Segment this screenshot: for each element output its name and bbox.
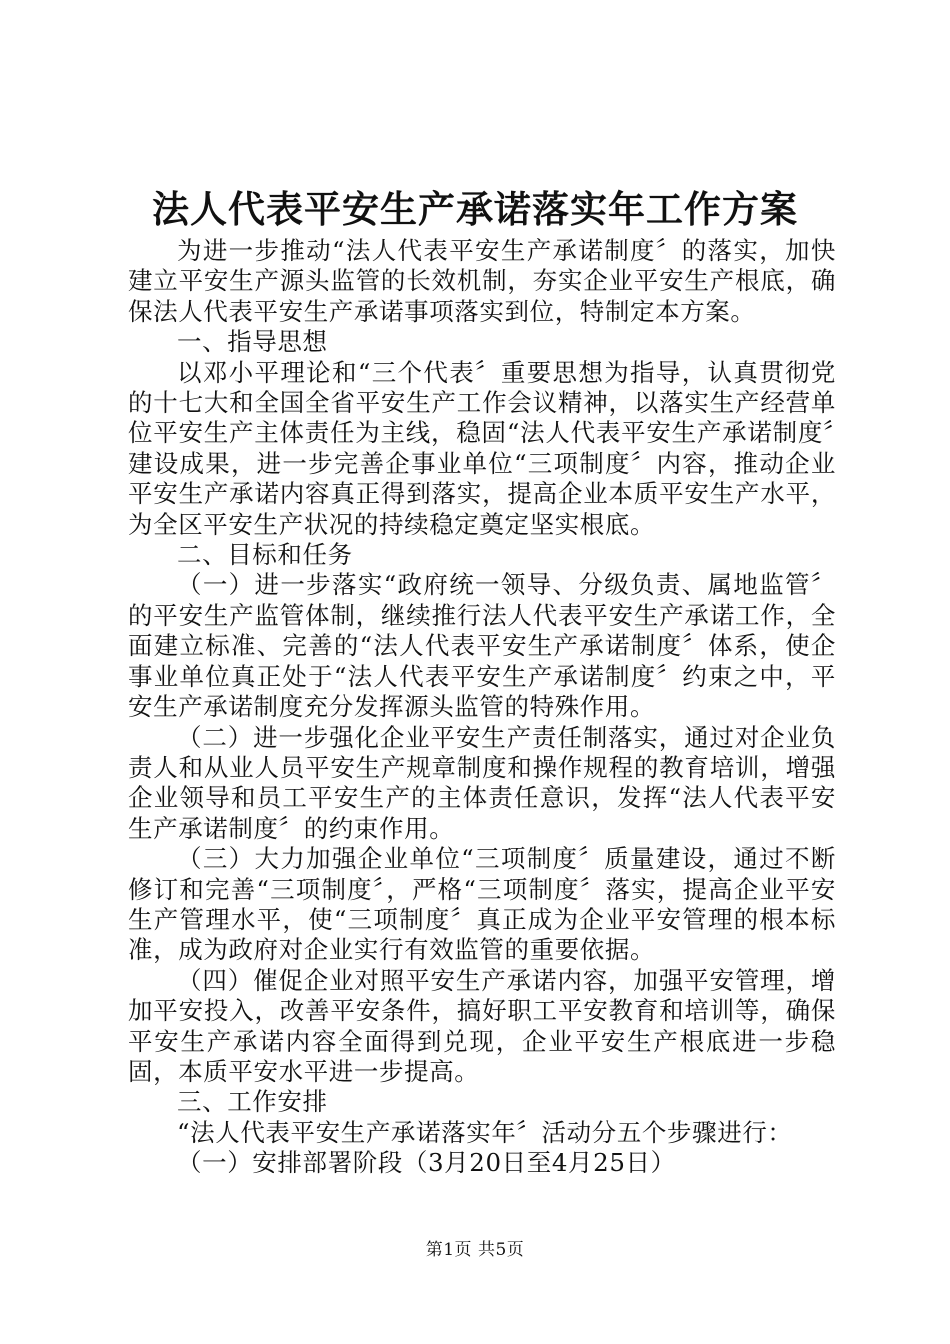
page-footer: 第1页 共5页	[425, 1240, 525, 1260]
guiding-ideology-paragraph: 以邓小平理论和“三个代表〞重要思想为指导，认真贯彻党的十七大和全国全省平安生产工作会议精神，以落实生产经营单位平安生产主体责任为主线，稳固“法人代表平安生产承诺制度〞建设成果，进一步完善企事业单位“三项制度〞内容，推动企业平安生产承诺内容真正得到落实，提高企业本质平安生产水平，为全区平安生产状况的持续稳定奠定坚实根底。	[128, 357, 836, 539]
document-title: 法人代表平安生产承诺落实年工作方案	[152, 187, 798, 231]
work-arrangement-paragraph: “法人代表平安生产承诺落实年〞活动分五个步骤进行：	[177, 1117, 793, 1147]
task-item-3: （三）大力加强企业单位“三项制度〞质量建设，通过不断修订和完善“三项制度〞，严格“三项制度〞落实，提高企业平安生产管理水平，使“三项制度〞真正成为企业平安管理的根本标准，成为政府对企业实行有效监管的重要依据。	[128, 844, 836, 965]
stage-1-line: （一）安排部署阶段（3月20日至4月25日）	[177, 1148, 676, 1178]
document-body	[128, 236, 836, 1179]
task-item-1: （一）进一步落实“政府统一领导、分级负责、属地监管〞的平安生产监管体制，继续推行法人代表平安生产承诺工作，全面建立标准、完善的“法人代表平安生产承诺制度〞体系，使企事业单位真正处于“法人代表平安生产承诺制度〞约束之中，平安生产承诺制度充分发挥源头监管的特殊作用。	[128, 570, 836, 722]
intro-paragraph: 为进一步推动“法人代表平安生产承诺制度〞的落实，加快建立平安生产源头监管的长效机制，夯实企业平安生产根底，确保法人代表平安生产承诺事项落实到位，特制定本方案。	[128, 236, 836, 326]
task-item-4: （四）催促企业对照平安生产承诺内容，加强平安管理，增加平安投入，改善平安条件，搞好职工平安教育和培训等，确保平安生产承诺内容全面得到兑现，企业平安生产根底进一步稳固，本质平安水平进一步提高。	[128, 965, 836, 1086]
section-heading-goals-tasks: 二、目标和任务	[177, 540, 353, 570]
section-heading-work-arrangement: 三、工作安排	[177, 1087, 328, 1117]
task-item-2: （二）进一步强化企业平安生产责任制落实，通过对企业负责人和从业人员平安生产规章制度和操作规程的教育培训，增强企业领导和员工平安生产的主体责任意识，发挥“法人代表平安生产承诺制度〞的约束作用。	[128, 722, 836, 843]
section-heading-guiding-ideology: 一、指导思想	[177, 327, 328, 357]
